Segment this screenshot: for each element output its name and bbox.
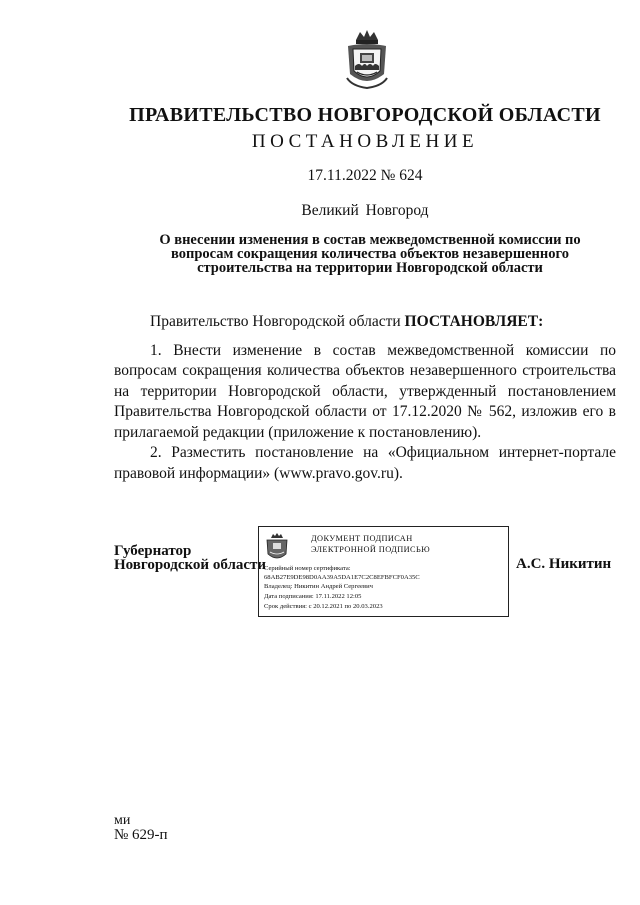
document-body xyxy=(114,312,616,484)
stamp-line: Серийный номер сертификата: xyxy=(264,565,351,572)
signatory-position xyxy=(114,545,266,572)
position-line: Губернатор xyxy=(114,543,192,559)
list-item: 2. Разместить постановление на «Официальном интернет-портале правовой информации» (www.pravo.gov.ru). xyxy=(114,444,616,482)
list-item: 1. Внести изменение в состав межведомственной комиссии по вопросам сокращения количества объектов незавершенного строительства на территории Новгородской области, утвержденный постановлением Правительства Новгородской области от 17.12.2020 № 562, изложив его в прилагаемой редакции (приложение к постановлению). xyxy=(114,341,616,441)
stamp-heading: ЭЛЕКТРОННОЙ ПОДПИСЬЮ xyxy=(311,545,431,554)
subject-line: О внесении изменения в состав межведомственной комиссии по xyxy=(159,232,581,248)
subject-line: строительства на территории Новгородской области xyxy=(197,260,543,276)
position-line: Новгородской области xyxy=(114,556,267,573)
document-type: ПОСТАНОВЛЕНИЕ xyxy=(251,131,479,152)
coat-of-arms-icon xyxy=(265,532,289,562)
signatory-name: А.С. Никитин xyxy=(516,556,612,572)
preamble-text: Правительство Новгородской области xyxy=(150,313,405,330)
government-title: ПРАВИТЕЛЬСТВО НОВГОРОДСКОЙ ОБЛАСТИ xyxy=(129,104,601,126)
executor-initials: ми xyxy=(114,813,131,828)
stamp-heading: ДОКУМЕНТ ПОДПИСАН xyxy=(311,534,413,543)
date-and-number: 17.11.2022 № 624 xyxy=(307,167,423,184)
stamp-line: 68AB27E9DE98D0AA39A5DA1E7C2C8EFBFCF0A35C xyxy=(264,574,420,581)
preamble xyxy=(114,312,616,333)
internal-number: № 629-п xyxy=(114,827,168,843)
preamble-resolution: ПОСТАНОВЛЯЕТ: xyxy=(404,313,544,330)
stamp-line: Дата подписания: 17.11.2022 12:05 xyxy=(264,593,362,600)
document-subject xyxy=(130,233,610,275)
stamp-line: Срок действия: с 20.12.2021 по 20.03.2023 xyxy=(264,603,383,610)
novgorod-coat-of-arms-icon xyxy=(344,28,390,90)
electronic-signature-stamp xyxy=(258,526,509,617)
subject-line: вопросам сокращения количества объектов незавершенного xyxy=(171,246,569,262)
city: Великий Новгород xyxy=(301,202,429,219)
stamp-line: Владелец: Никитин Андрей Сергеевич xyxy=(264,583,373,590)
